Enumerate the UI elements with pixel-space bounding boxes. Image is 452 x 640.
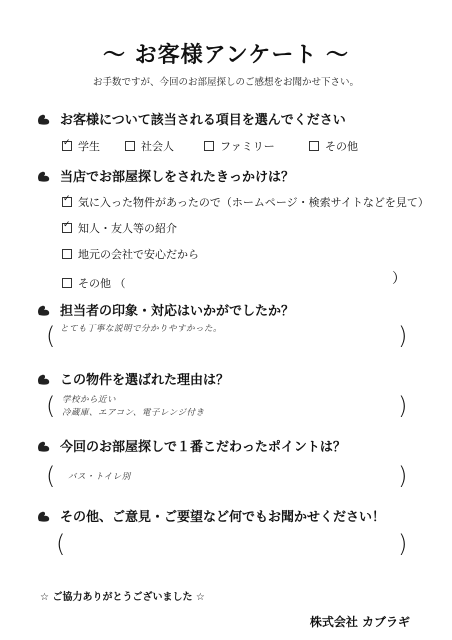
squirrel-icon: [36, 169, 52, 183]
answer-3-text[interactable]: とても丁寧な説明で分かりやすかった。: [60, 324, 223, 334]
option-website-label: 気に入った物件があったので（ホームページ・検索サイトなどを見て）: [78, 196, 429, 209]
answer-5-close-paren: ): [398, 462, 408, 490]
answer-4-line-1[interactable]: 学校から近い: [62, 395, 117, 405]
answer-5-open-paren: (: [46, 462, 56, 490]
question-3-text: 担当者の印象・対応はいかがでしたか？: [60, 304, 295, 319]
option-referral[interactable]: [62, 220, 177, 236]
option-worker[interactable]: [125, 138, 174, 154]
question-5-text: 今回のお部屋探しで１番こだわったポイントは？: [60, 440, 346, 455]
question-6-text: その他、ご意見・ご要望など何でもお聞かせください！: [60, 510, 386, 525]
answer-4-open-paren: (: [46, 392, 56, 420]
survey-subtitle: お手数ですが、今回のお部屋探しのご感想をお聞かせ下さい。: [92, 77, 359, 88]
checkbox-student[interactable]: [62, 141, 72, 151]
option-other-1-label: その他: [325, 140, 358, 153]
option-student-label: 学生: [78, 140, 100, 153]
option-student[interactable]: [62, 138, 100, 154]
squirrel-icon: [36, 303, 52, 317]
squirrel-icon: [36, 439, 52, 453]
answer-4-close-paren: ): [398, 392, 408, 420]
option-referral-label: 知人・友人等の紹介: [78, 222, 177, 235]
question-5: [36, 436, 346, 455]
survey-title: ～ お客様アンケート ～: [103, 43, 349, 68]
checkbox-local[interactable]: [62, 249, 72, 259]
checkbox-family[interactable]: [204, 141, 214, 151]
question-1: [36, 109, 346, 128]
question-4: [36, 369, 229, 388]
answer-4-line-2[interactable]: 冷蔵庫、エアコン、電子レンジ付き: [62, 408, 205, 418]
thanks-message: ☆ ご協力ありがとうございました ☆: [40, 592, 205, 603]
checkbox-worker[interactable]: [125, 141, 135, 151]
answer-3-open-paren: (: [46, 322, 56, 350]
question-2-text: 当店でお部屋探しをされたきっかけは？: [60, 170, 295, 185]
answer-5-text[interactable]: バス・トイレ別: [68, 472, 131, 482]
checkbox-other-2[interactable]: [62, 278, 72, 288]
squirrel-icon: [36, 509, 52, 523]
option-other-1[interactable]: [309, 138, 358, 154]
checkbox-website[interactable]: [62, 197, 72, 207]
answer-6-open-paren: (: [56, 530, 66, 558]
option-family-label: ファミリー: [220, 140, 275, 153]
checkbox-referral[interactable]: [62, 223, 72, 233]
option-other-2[interactable]: [62, 275, 126, 291]
checkbox-other-1[interactable]: [309, 141, 319, 151]
question-4-text: この物件を選ばれた理由は？: [60, 373, 230, 388]
company-name: 株式会社 カブラギ: [309, 615, 410, 629]
question-3: [36, 300, 294, 319]
squirrel-icon: [36, 372, 52, 386]
option-other-2-label: その他 （: [78, 277, 126, 290]
question-2: [36, 166, 294, 185]
answer-3-close-paren: ): [398, 322, 408, 350]
option-local[interactable]: [62, 246, 199, 262]
other-close-paren: ）: [392, 271, 406, 287]
question-6: [36, 506, 385, 525]
option-website[interactable]: [62, 194, 429, 210]
option-family[interactable]: [204, 138, 275, 154]
squirrel-icon: [36, 112, 52, 126]
answer-6-close-paren: ): [398, 530, 408, 558]
question-1-text: お客様について該当される項目を選んでください: [60, 113, 346, 128]
option-worker-label: 社会人: [141, 140, 174, 153]
option-local-label: 地元の会社で安心だから: [78, 248, 199, 261]
